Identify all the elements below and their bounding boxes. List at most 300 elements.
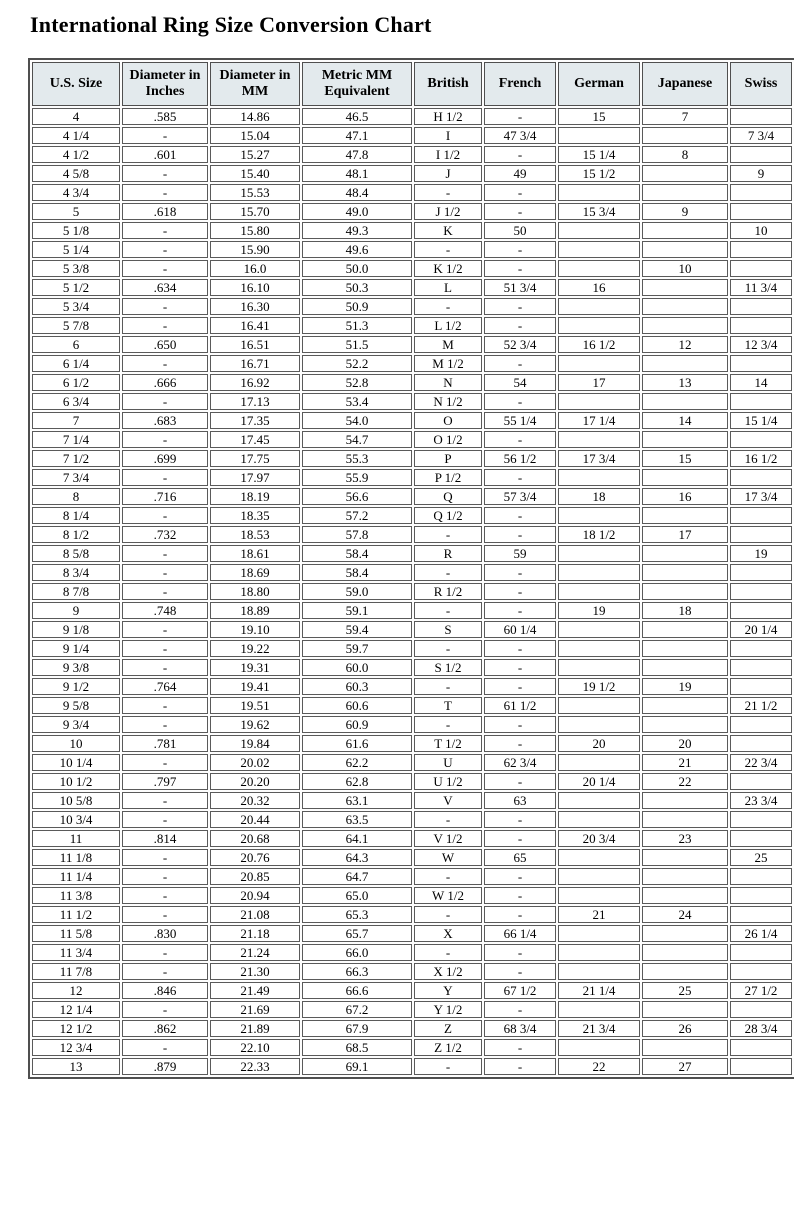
table-cell: 19.10 — [210, 621, 300, 638]
table-row — [32, 222, 792, 239]
table-cell: .601 — [122, 146, 208, 163]
table-cell: 12 — [32, 982, 120, 999]
table-cell: 10 — [32, 735, 120, 752]
table-cell: 21.89 — [210, 1020, 300, 1037]
table-cell — [642, 431, 728, 448]
table-row — [32, 431, 792, 448]
table-cell: O — [414, 412, 482, 429]
table-cell: 12 3/4 — [32, 1039, 120, 1056]
table-cell — [730, 602, 792, 619]
table-cell — [730, 317, 792, 334]
table-cell: .716 — [122, 488, 208, 505]
table-cell: 62 3/4 — [484, 754, 556, 771]
table-cell: 16 — [558, 279, 640, 296]
table-cell: - — [122, 184, 208, 201]
table-row — [32, 621, 792, 638]
table-cell: V 1/2 — [414, 830, 482, 847]
table-cell: 15.40 — [210, 165, 300, 182]
table-cell: 66.0 — [302, 944, 412, 961]
table-cell — [730, 184, 792, 201]
table-cell — [558, 716, 640, 733]
table-cell: - — [122, 317, 208, 334]
table-cell: 12 3/4 — [730, 336, 792, 353]
table-cell — [558, 507, 640, 524]
table-cell: 17 3/4 — [730, 488, 792, 505]
table-cell: - — [484, 602, 556, 619]
table-cell: 8 5/8 — [32, 545, 120, 562]
table-cell: 61.6 — [302, 735, 412, 752]
table-cell: L 1/2 — [414, 317, 482, 334]
table-cell: 21.30 — [210, 963, 300, 980]
table-cell: 8 — [32, 488, 120, 505]
table-cell: 18.89 — [210, 602, 300, 619]
table-cell: 15.90 — [210, 241, 300, 258]
table-cell: 48.4 — [302, 184, 412, 201]
ring-size-conversion-table — [28, 58, 794, 1079]
table-cell — [642, 222, 728, 239]
table-cell: 15 1/4 — [558, 146, 640, 163]
table-cell: - — [122, 868, 208, 885]
table-cell: U — [414, 754, 482, 771]
table-cell: .764 — [122, 678, 208, 695]
table-row — [32, 735, 792, 752]
table-cell — [730, 1058, 792, 1075]
table-cell: 8 1/2 — [32, 526, 120, 543]
table-cell: 18.35 — [210, 507, 300, 524]
table-row — [32, 526, 792, 543]
table-cell: - — [484, 830, 556, 847]
table-cell — [558, 925, 640, 942]
table-cell: - — [122, 697, 208, 714]
table-cell — [642, 849, 728, 866]
table-cell: J 1/2 — [414, 203, 482, 220]
table-cell: 21 — [558, 906, 640, 923]
table-cell — [558, 792, 640, 809]
table-cell: 21 3/4 — [558, 1020, 640, 1037]
table-cell: 20 1/4 — [730, 621, 792, 638]
table-cell: 64.7 — [302, 868, 412, 885]
table-cell: 62.2 — [302, 754, 412, 771]
table-cell — [730, 355, 792, 372]
table-cell: .618 — [122, 203, 208, 220]
table-row — [32, 849, 792, 866]
table-cell: 16.92 — [210, 374, 300, 391]
table-cell: 67.2 — [302, 1001, 412, 1018]
table-cell: - — [122, 659, 208, 676]
table-cell — [730, 507, 792, 524]
table-row — [32, 640, 792, 657]
table-cell: 22 3/4 — [730, 754, 792, 771]
table-cell: 9 1/8 — [32, 621, 120, 638]
table-cell — [642, 925, 728, 942]
table-cell — [558, 849, 640, 866]
table-row — [32, 564, 792, 581]
table-cell: 59.7 — [302, 640, 412, 657]
table-cell: 15.70 — [210, 203, 300, 220]
table-cell — [730, 659, 792, 676]
table-cell: 59.0 — [302, 583, 412, 600]
table-cell — [558, 127, 640, 144]
table-cell: 49.6 — [302, 241, 412, 258]
table-cell: 5 1/8 — [32, 222, 120, 239]
table-cell: 9 1/4 — [32, 640, 120, 657]
table-row — [32, 374, 792, 391]
table-row — [32, 773, 792, 790]
table-cell: - — [484, 260, 556, 277]
table-row — [32, 146, 792, 163]
column-header-german: German — [558, 62, 640, 106]
table-cell: 65.3 — [302, 906, 412, 923]
table-cell: 9 3/4 — [32, 716, 120, 733]
table-cell: - — [122, 393, 208, 410]
table-cell: - — [484, 526, 556, 543]
table-cell: T — [414, 697, 482, 714]
table-cell — [558, 1001, 640, 1018]
table-cell: - — [414, 811, 482, 828]
table-cell — [642, 279, 728, 296]
table-cell: 19 — [558, 602, 640, 619]
table-row — [32, 659, 792, 676]
table-cell — [558, 1039, 640, 1056]
table-cell: 19.41 — [210, 678, 300, 695]
table-cell — [730, 564, 792, 581]
table-cell: 18.69 — [210, 564, 300, 581]
table-cell: 5 — [32, 203, 120, 220]
table-cell: - — [484, 963, 556, 980]
table-cell: - — [414, 241, 482, 258]
table-cell: 59.4 — [302, 621, 412, 638]
table-cell: - — [414, 640, 482, 657]
table-cell: - — [484, 146, 556, 163]
table-header — [32, 62, 792, 106]
table-cell: 9 — [642, 203, 728, 220]
table-cell: 8 — [642, 146, 728, 163]
table-cell — [642, 165, 728, 182]
table-cell — [730, 716, 792, 733]
table-cell — [730, 868, 792, 885]
table-cell — [730, 678, 792, 695]
table-cell: N — [414, 374, 482, 391]
table-cell: 21.08 — [210, 906, 300, 923]
table-cell: - — [484, 906, 556, 923]
table-cell: .585 — [122, 108, 208, 125]
column-header-japanese: Japanese — [642, 62, 728, 106]
table-cell — [730, 298, 792, 315]
table-cell: .666 — [122, 374, 208, 391]
table-cell: 22 — [642, 773, 728, 790]
table-cell: 59.1 — [302, 602, 412, 619]
table-cell: 16.71 — [210, 355, 300, 372]
table-cell: 60 1/4 — [484, 621, 556, 638]
table-cell: - — [122, 963, 208, 980]
table-cell: 4 5/8 — [32, 165, 120, 182]
table-cell: 60.0 — [302, 659, 412, 676]
table-cell: - — [122, 298, 208, 315]
table-cell: 10 1/4 — [32, 754, 120, 771]
table-cell — [642, 716, 728, 733]
table-cell: 68.5 — [302, 1039, 412, 1056]
table-cell: M — [414, 336, 482, 353]
table-cell: 59 — [484, 545, 556, 562]
column-header-diameter-in-inches: Diameter in Inches — [122, 62, 208, 106]
table-cell — [730, 241, 792, 258]
table-cell: W — [414, 849, 482, 866]
table-cell: 27 1/2 — [730, 982, 792, 999]
table-cell — [730, 146, 792, 163]
table-cell — [730, 963, 792, 980]
table-cell: 9 1/2 — [32, 678, 120, 695]
table-cell — [730, 260, 792, 277]
table-cell: 14.86 — [210, 108, 300, 125]
table-cell: - — [484, 678, 556, 695]
table-cell: 4 3/4 — [32, 184, 120, 201]
table-cell: 68 3/4 — [484, 1020, 556, 1037]
table-cell: R 1/2 — [414, 583, 482, 600]
table-row — [32, 868, 792, 885]
table-cell — [558, 317, 640, 334]
table-cell: 57.8 — [302, 526, 412, 543]
table-cell: - — [414, 868, 482, 885]
table-cell: - — [484, 811, 556, 828]
table-row — [32, 811, 792, 828]
table-cell: 48.1 — [302, 165, 412, 182]
table-cell: 11 1/2 — [32, 906, 120, 923]
table-cell: 17.75 — [210, 450, 300, 467]
table-cell: - — [414, 944, 482, 961]
table-cell: 64.3 — [302, 849, 412, 866]
table-row — [32, 184, 792, 201]
table-cell: 5 1/4 — [32, 241, 120, 258]
table-cell: - — [122, 355, 208, 372]
table-cell — [558, 298, 640, 315]
table-row — [32, 583, 792, 600]
table-cell: 21.49 — [210, 982, 300, 999]
table-cell: 58.4 — [302, 564, 412, 581]
table-cell: 47.8 — [302, 146, 412, 163]
table-cell: 11 1/4 — [32, 868, 120, 885]
table-cell: .634 — [122, 279, 208, 296]
table-cell: 18.61 — [210, 545, 300, 562]
table-cell: - — [122, 811, 208, 828]
table-cell: 17.45 — [210, 431, 300, 448]
table-cell: 7 1/4 — [32, 431, 120, 448]
table-cell: 28 3/4 — [730, 1020, 792, 1037]
table-cell: 6 1/4 — [32, 355, 120, 372]
table-cell — [558, 260, 640, 277]
table-cell: 49.3 — [302, 222, 412, 239]
table-cell: 20 1/4 — [558, 773, 640, 790]
table-cell: 50.3 — [302, 279, 412, 296]
table-cell: 7 1/2 — [32, 450, 120, 467]
table-cell: 18 1/2 — [558, 526, 640, 543]
table-cell: - — [122, 621, 208, 638]
table-cell: 20.85 — [210, 868, 300, 885]
table-cell: 17 1/4 — [558, 412, 640, 429]
table-cell: 14 — [642, 412, 728, 429]
table-cell — [730, 640, 792, 657]
table-cell: 12 1/2 — [32, 1020, 120, 1037]
table-cell: 23 — [642, 830, 728, 847]
table-cell: 20 3/4 — [558, 830, 640, 847]
table-cell: Q — [414, 488, 482, 505]
table-cell: - — [122, 222, 208, 239]
table-cell: 19.84 — [210, 735, 300, 752]
table-cell: U 1/2 — [414, 773, 482, 790]
table-cell: 20.20 — [210, 773, 300, 790]
table-cell: H 1/2 — [414, 108, 482, 125]
table-cell: 60.6 — [302, 697, 412, 714]
table-cell: 15 — [642, 450, 728, 467]
table-cell — [642, 241, 728, 258]
table-cell: - — [484, 716, 556, 733]
table-cell: 4 1/4 — [32, 127, 120, 144]
table-cell: .732 — [122, 526, 208, 543]
table-cell: 16 1/2 — [730, 450, 792, 467]
table-cell: - — [484, 469, 556, 486]
table-cell: 18.80 — [210, 583, 300, 600]
table-cell — [642, 127, 728, 144]
table-cell: .814 — [122, 830, 208, 847]
table-cell: 20.02 — [210, 754, 300, 771]
table-cell: 4 1/2 — [32, 146, 120, 163]
table-cell: 65.7 — [302, 925, 412, 942]
table-cell: - — [484, 203, 556, 220]
table-cell: P 1/2 — [414, 469, 482, 486]
table-cell: 52.2 — [302, 355, 412, 372]
table-cell: - — [414, 678, 482, 695]
table-cell: 10 1/2 — [32, 773, 120, 790]
table-cell: - — [414, 602, 482, 619]
table-cell — [642, 1039, 728, 1056]
page-title: International Ring Size Conversion Chart — [30, 12, 432, 37]
table-cell: 63.5 — [302, 811, 412, 828]
table-cell: - — [414, 1058, 482, 1075]
table-cell: 10 — [730, 222, 792, 239]
table-cell — [558, 545, 640, 562]
table-cell: 20 — [558, 735, 640, 752]
column-header-metric-mm-equivalent: Metric MM Equivalent — [302, 62, 412, 106]
table-cell: 15 3/4 — [558, 203, 640, 220]
table-cell — [642, 317, 728, 334]
table-cell: 20.44 — [210, 811, 300, 828]
table-cell: 15 1/4 — [730, 412, 792, 429]
table-cell — [558, 241, 640, 258]
table-row — [32, 1001, 792, 1018]
table-cell: - — [122, 640, 208, 657]
table-cell: 15 1/2 — [558, 165, 640, 182]
table-cell: 22.33 — [210, 1058, 300, 1075]
table-cell: 21 — [642, 754, 728, 771]
table-row — [32, 887, 792, 904]
table-cell — [558, 963, 640, 980]
table-cell: 7 — [642, 108, 728, 125]
table-row — [32, 393, 792, 410]
table-cell — [730, 811, 792, 828]
table-cell: 19 — [730, 545, 792, 562]
table-cell: 67 1/2 — [484, 982, 556, 999]
table-cell: 24 — [642, 906, 728, 923]
table-cell — [558, 469, 640, 486]
table-row — [32, 678, 792, 695]
table-cell: - — [484, 507, 556, 524]
table-cell: - — [414, 716, 482, 733]
table-cell: 11 3/4 — [730, 279, 792, 296]
table-cell: .830 — [122, 925, 208, 942]
table-cell — [558, 887, 640, 904]
table-cell: X — [414, 925, 482, 942]
table-cell: - — [484, 431, 556, 448]
table-cell — [558, 184, 640, 201]
table-cell: - — [484, 868, 556, 885]
table-cell: 16.41 — [210, 317, 300, 334]
table-cell: 65.0 — [302, 887, 412, 904]
table-cell: 56 1/2 — [484, 450, 556, 467]
table-cell: - — [484, 108, 556, 125]
table-cell: 9 3/8 — [32, 659, 120, 676]
table-cell: K — [414, 222, 482, 239]
table-cell — [558, 222, 640, 239]
table-cell: W 1/2 — [414, 887, 482, 904]
table-cell: 18 — [558, 488, 640, 505]
table-cell — [642, 507, 728, 524]
table-cell — [730, 469, 792, 486]
table-cell: 52.8 — [302, 374, 412, 391]
header-row — [32, 62, 792, 106]
table-cell: 9 5/8 — [32, 697, 120, 714]
table-cell: - — [414, 526, 482, 543]
table-cell — [642, 1001, 728, 1018]
table-cell: 16.30 — [210, 298, 300, 315]
table-cell: .846 — [122, 982, 208, 999]
table-cell — [642, 868, 728, 885]
table-cell: 15.53 — [210, 184, 300, 201]
table-cell: N 1/2 — [414, 393, 482, 410]
table-row — [32, 944, 792, 961]
table-cell: - — [122, 564, 208, 581]
table-cell: - — [122, 165, 208, 182]
table-cell: - — [414, 564, 482, 581]
table-cell: 54.7 — [302, 431, 412, 448]
table-cell: 22.10 — [210, 1039, 300, 1056]
table-cell: 10 — [642, 260, 728, 277]
table-cell: - — [484, 184, 556, 201]
table-cell: 20.76 — [210, 849, 300, 866]
table-cell: - — [122, 792, 208, 809]
table-cell: - — [484, 1058, 556, 1075]
table-body — [32, 108, 792, 1075]
table-cell: 13 — [32, 1058, 120, 1075]
table-cell: 49 — [484, 165, 556, 182]
table-cell: - — [484, 640, 556, 657]
table-cell: 56.6 — [302, 488, 412, 505]
table-cell: 6 3/4 — [32, 393, 120, 410]
table-cell: 54 — [484, 374, 556, 391]
table-cell: 8 1/4 — [32, 507, 120, 524]
table-cell — [730, 773, 792, 790]
table-cell: 6 1/2 — [32, 374, 120, 391]
table-row — [32, 336, 792, 353]
table-cell: 11 — [32, 830, 120, 847]
table-cell: 5 7/8 — [32, 317, 120, 334]
table-cell — [558, 621, 640, 638]
table-row — [32, 298, 792, 315]
table-cell: 57 3/4 — [484, 488, 556, 505]
table-cell: 7 3/4 — [730, 127, 792, 144]
table-cell — [642, 792, 728, 809]
column-header-british: British — [414, 62, 482, 106]
table-cell — [730, 1001, 792, 1018]
column-header-diameter-in-mm: Diameter in MM — [210, 62, 300, 106]
